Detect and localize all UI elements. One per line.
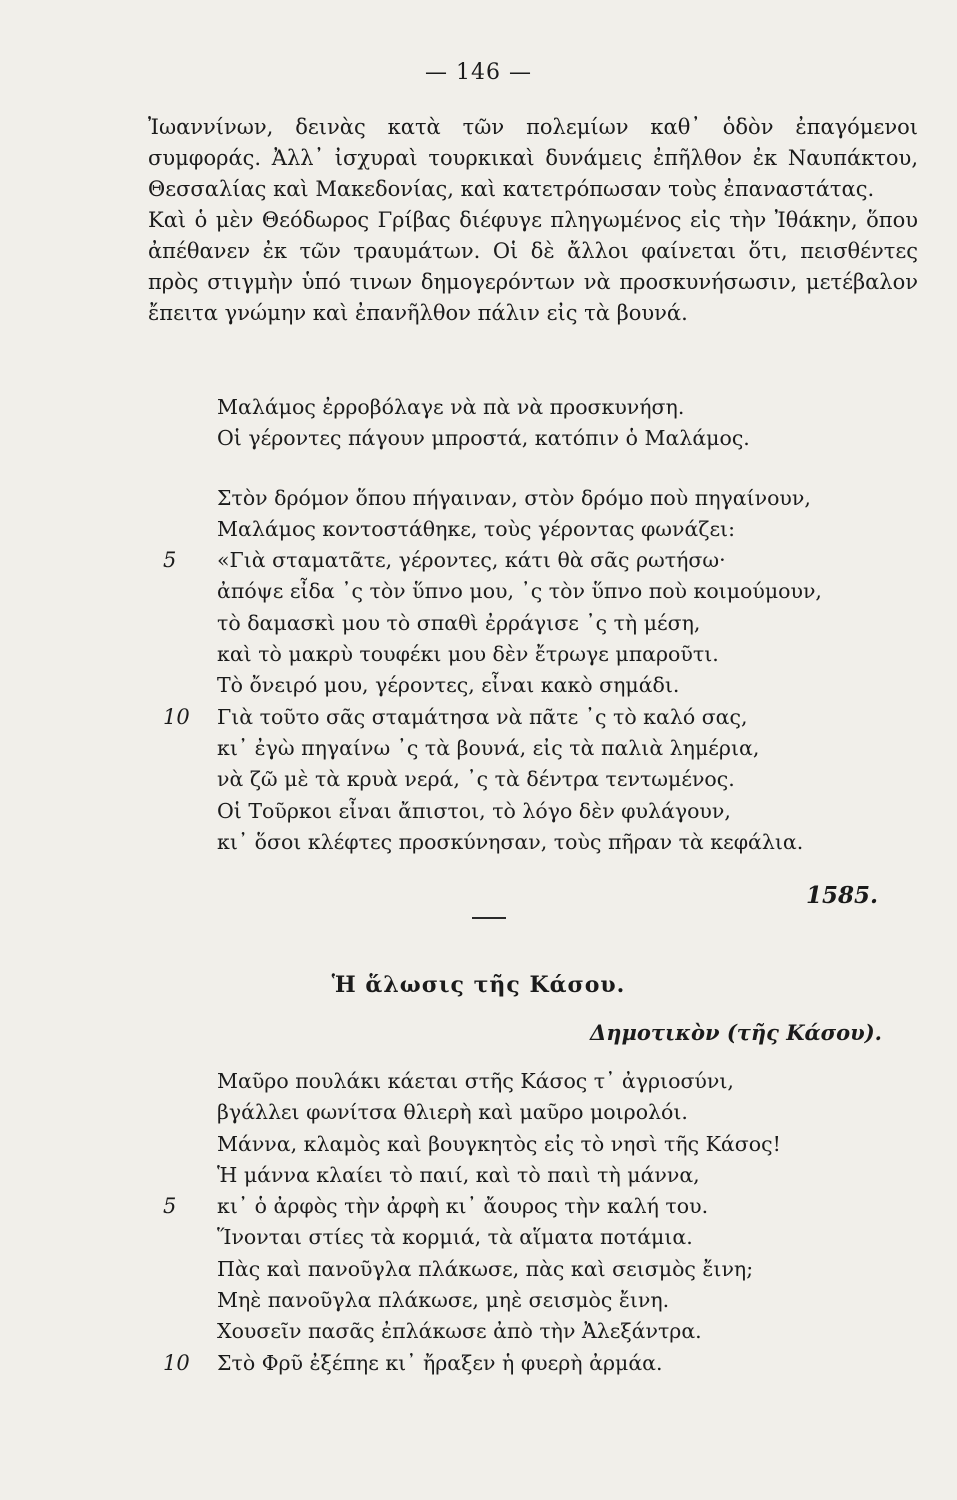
- poem-line-text: Στὸ Φρῦ ἐξέπηε κι᾽ ἤραξεν ἡ φυερὴ ἀρμάα.: [217, 1350, 663, 1375]
- poem-line-text: κι᾽ ὅσοι κλέφτες προσκύνησαν, τοὺς πῆραν τὰ κεφάλια.: [217, 829, 804, 854]
- poem-line: [0, 1129, 957, 1160]
- poem-line: [0, 827, 957, 858]
- poem-line: [0, 639, 957, 670]
- poem-line: [0, 733, 957, 764]
- poem-line-text: νὰ ζῶ μὲ τὰ κρυὰ νερά, ᾽ς τὰ δέντρα τεντωμένος.: [217, 767, 735, 792]
- line-number: 5: [163, 548, 177, 573]
- poem-line-text: Χουσεῖν πασᾶς ἐπλάκωσε ἀπὸ τὴν Ἀλεξάντρα.: [217, 1319, 702, 1344]
- poem-line: [0, 1348, 957, 1379]
- poem-line-text: Πὰς καὶ πανοῦγλα πλάκωσε, πὰς καὶ σεισμὸς ἔινη;: [217, 1256, 754, 1281]
- poem-line: [0, 423, 957, 454]
- poem-line-text: Οἱ γέροντες πάγουν μπροστά, κατόπιν ὁ Μαλάμος.: [217, 426, 750, 451]
- prose-block: [148, 112, 918, 329]
- poem-malamos: [0, 392, 957, 858]
- poem-line: [0, 1066, 957, 1097]
- poem-line-text: καὶ τὸ μακρὺ τουφέκι μου δὲν ἔτρωγε μπαροῦτι.: [217, 642, 719, 667]
- poem-line-text: Μαλάμος ἐρροβόλαγε νὰ πὰ νὰ προσκυνήση.: [217, 395, 685, 419]
- section-subtitle: Δημοτικὸν (τῆς Κάσου).: [589, 1020, 882, 1045]
- poem-line-text: κι᾽ ἐγὼ πηγαίνω ᾽ς τὰ βουνά, εἰς τὰ παλιὰ λημέρια,: [217, 735, 760, 760]
- poem-year: 1585.: [805, 882, 878, 909]
- poem-line-text: κι᾽ ὁ ἀρφὸς τὴν ἀρφὴ κι᾽ ἄουρος τὴν καλή του.: [217, 1194, 709, 1219]
- line-number: 10: [163, 1350, 190, 1375]
- poem-line: [0, 483, 957, 514]
- poem-line: [0, 1191, 957, 1222]
- poem-line: [0, 1222, 957, 1253]
- poem-line-text: Μαλάμος κοντοστάθηκε, τοὺς γέροντας φωνάζει:: [217, 516, 736, 541]
- poem-line: [0, 1097, 957, 1128]
- poem-line: [0, 702, 957, 733]
- poem-line: [0, 545, 957, 576]
- poem-line-text: Μηὲ πανοῦγλα πλάκωσε, μηὲ σεισμὸς ἔινη.: [217, 1288, 670, 1313]
- poem-line-text: «Γιὰ σταματᾶτε, γέροντες, κάτι θὰ σᾶς ρωτήσω·: [217, 548, 726, 573]
- section-title: Ἡ ἅλωσις τῆς Κάσου.: [331, 972, 626, 998]
- poem-line: [0, 670, 957, 701]
- poem-line: [0, 1285, 957, 1316]
- poem-kasos: [0, 1066, 957, 1379]
- poem-line-text: Ἡ μάννα κλαίει τὸ παιί, καὶ τὸ παιὶ τὴ μάννα,: [217, 1162, 700, 1187]
- poem-line: [0, 392, 957, 423]
- poem-line: [0, 1254, 957, 1285]
- poem-line-text: ἀπόψε εἶδα ᾽ς τὸν ὕπνο μου, ᾽ς τὸν ὕπνο ποὺ κοιμούμουν,: [217, 579, 822, 604]
- poem-line-text: τὸ δαμασκὶ μου τὸ σπαθὶ ἐρράγισε ᾽ς τὴ μέση,: [217, 610, 701, 635]
- poem-line: [0, 576, 957, 607]
- poem-line: [0, 608, 957, 639]
- line-number: 10: [163, 704, 190, 729]
- poem-line-text: Μάννα, κλαμὸς καὶ βουγκητὸς εἰς τὸ νησὶ τῆς Κάσος!: [217, 1131, 781, 1156]
- poem-line-text: Στὸν δρόμον ὅπου πήγαιναν, στὸν δρόμο ποὺ πηγαίνουν,: [217, 485, 811, 510]
- poem-line-text: Ἵνονται στίες τὰ κορμιά, τὰ αἵματα ποτάμια.: [217, 1225, 693, 1250]
- prose-paragraph-1: Ἰωαννίνων, δεινὰς κατὰ τῶν πολεμίων καθ᾽ ὁδὸν ἐπαγόμενοι συμφοράς. Ἀλλ᾽ ἰσχυραὶ τουρκικαὶ δυνάμεις ἐπῆλθον ἐκ Ναυπάκτου, Θεσσαλίας καὶ Μακεδονίας, καὶ κατετρόπωσαν τοὺς ἐπαναστάτας.: [148, 115, 918, 201]
- poem-line: [0, 1316, 957, 1347]
- poem-line-text: Μαῦρο πουλάκι κάεται στῆς Κάσος τ᾽ ἀγριοσύνι,: [217, 1069, 734, 1093]
- poem-line: [0, 764, 957, 795]
- poem-line-text: Τὸ ὄνειρό μου, γέροντες, εἶναι κακὸ σημάδι.: [217, 673, 680, 698]
- line-number: 5: [163, 1194, 177, 1219]
- poem-line-text: Γιὰ τοῦτο σᾶς σταμάτησα νὰ πᾶτε ᾽ς τὸ καλό σας,: [217, 704, 748, 729]
- poem-line: [0, 1160, 957, 1191]
- poem-line: [0, 514, 957, 545]
- page-number: — 146 —: [425, 60, 532, 85]
- section-divider: [472, 917, 506, 919]
- prose-paragraph-2: Καὶ ὁ μὲν Θεόδωρος Γρίβας διέφυγε πληγωμένος εἰς τὴν Ἰθάκην, ὅπου ἀπέθανεν ἐκ τῶν τραυμάτων. Οἱ δὲ ἄλλοι φαίνεται ὅτι, πεισθέντες πρὸς στιγμὴν ὑπό τινων δημογερόντων νὰ προσκυνήσωσιν, μετέβαλον ἔπειτα γνώμην καὶ ἐπανῆλθον πάλιν εἰς τὰ βουνά.: [148, 208, 918, 325]
- poem-line-text: βγάλλει φωνίτσα θλιερὴ καὶ μαῦρο μοιρολόι.: [217, 1100, 688, 1125]
- poem-line-text: Οἱ Τοῦρκοι εἶναι ἄπιστοι, τὸ λόγο δὲν φυλάγουν,: [217, 798, 731, 823]
- poem-line: [0, 796, 957, 827]
